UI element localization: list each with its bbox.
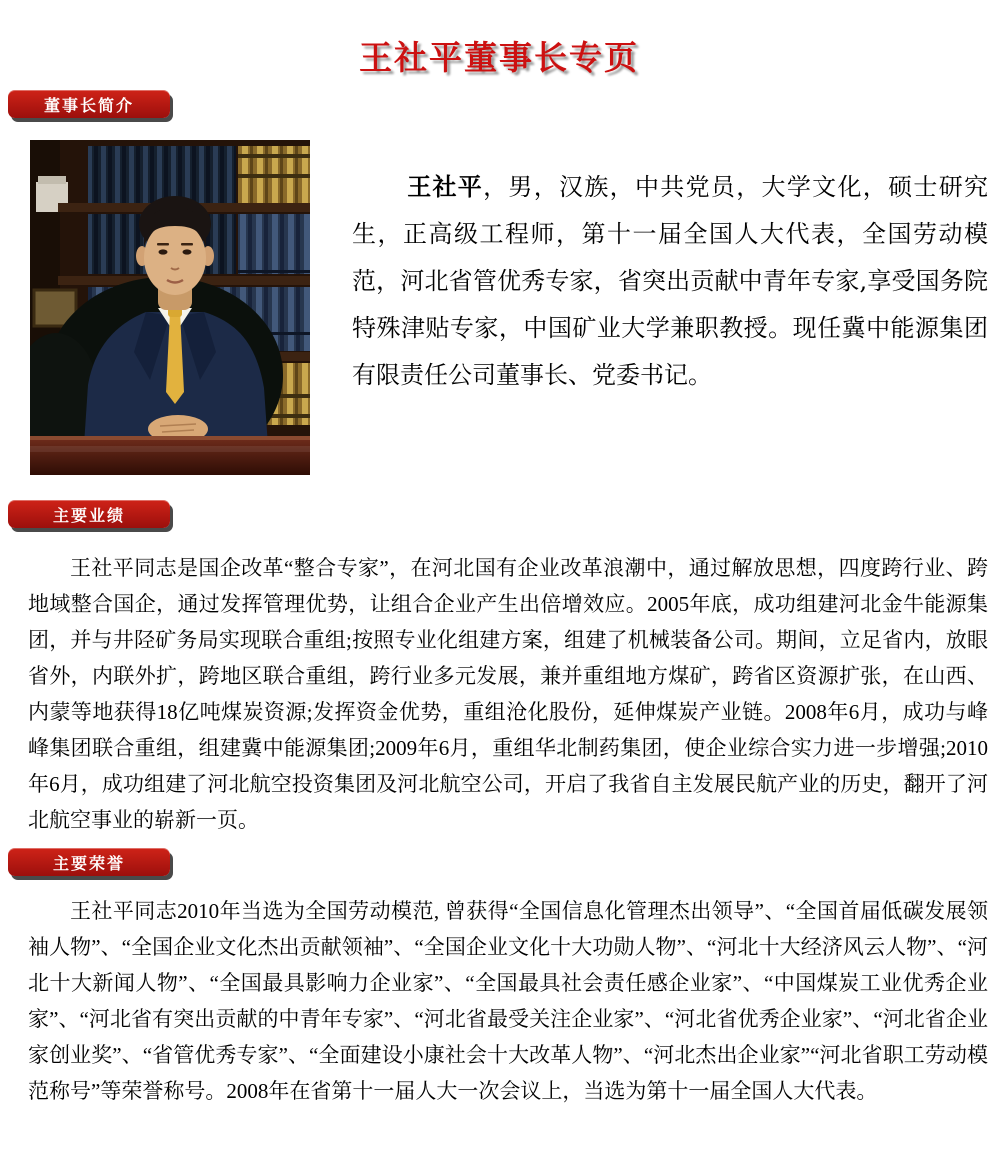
section-banner-intro-label: 董事长简介 — [43, 97, 134, 115]
chairman-bio-text: ，男，汉族，中共党员，大学文化，硕士研究生，正高级工程师，第十一届全国人大代表，全国劳动模范，河北省管优秀专家，省突出贡献中青年专家,享受国务院特殊津贴专家，中国矿业大学兼职教授。现任冀中能源集团有限责任公司董事长、党委书记。 — [352, 173, 989, 389]
chairman-portrait-illustration — [30, 140, 310, 475]
section-banner-honors-label: 主要荣誉 — [52, 855, 125, 873]
achievements-paragraph: 王社平同志是国企改革“整合专家”，在河北国有企业改革浪潮中，通过解放思想，四度跨行业、跨地域整合国企，通过发挥管理优势，让组合企业产生出倍增效应。2005年底，成功组建河北金牛能源集团，并与井陉矿务局实现联合重组;按照专业化组建方案，组建了机械装备公司。期间，立足省内，放眼省外，内联外扩，跨地区联合重组，跨行业多元发展，兼并重组地方煤矿，跨省区资源扩张，在山西、内蒙等地获得18亿吨煤炭资源;发挥资金优势，重组沧化股份，延伸煤炭产业链。2008年6月，成功与峰峰集团联合重组，组建冀中能源集团;2009年6月，重组华北制药集团，使企业综合实力进一步增强;2010年6月，成功组建了河北航空投资集团及河北航空公司，开启了我省自主发展民航产业的历史，翻开了河北航空事业的崭新一页。 — [28, 556, 988, 832]
honors-paragraph: 王社平同志2010年当选为全国劳动模范, 曾获得“全国信息化管理杰出领导”、“全国首届低碳发展领袖人物”、“全国企业文化杰出贡献领袖”、“全国企业文化十大功勋人物”、“河北十大经济风云人物”、“河北十大新闻人物”、“全国最具影响力企业家”、“全国最具社会责任感企业家”、“中国煤炭工业优秀企业家”、“河北省有突出贡献的中青年专家”、“河北省最受关注企业家”、“河北省优秀企业家”、“河北省企业家创业奖”、“省管优秀专家”、“全面建设小康社会十大改革人物”、“河北杰出企业家”“河北省职工劳动模范称号”等荣誉称号。2008年在省第十一届人大一次会议上，当选为第十一届全国人大代表。 — [28, 899, 989, 1103]
section-banner-honors[interactable] — [8, 848, 170, 876]
chairman-photo — [30, 140, 310, 475]
page-title: 王社平董事长专页 — [359, 39, 639, 77]
section-banner-achievements-label: 主要业绩 — [52, 507, 125, 525]
section-banner-achievements[interactable] — [8, 500, 170, 528]
chairman-name: 王社平 — [407, 172, 484, 201]
section-banner-intro[interactable] — [8, 90, 170, 118]
chairman-bio — [352, 163, 988, 399]
